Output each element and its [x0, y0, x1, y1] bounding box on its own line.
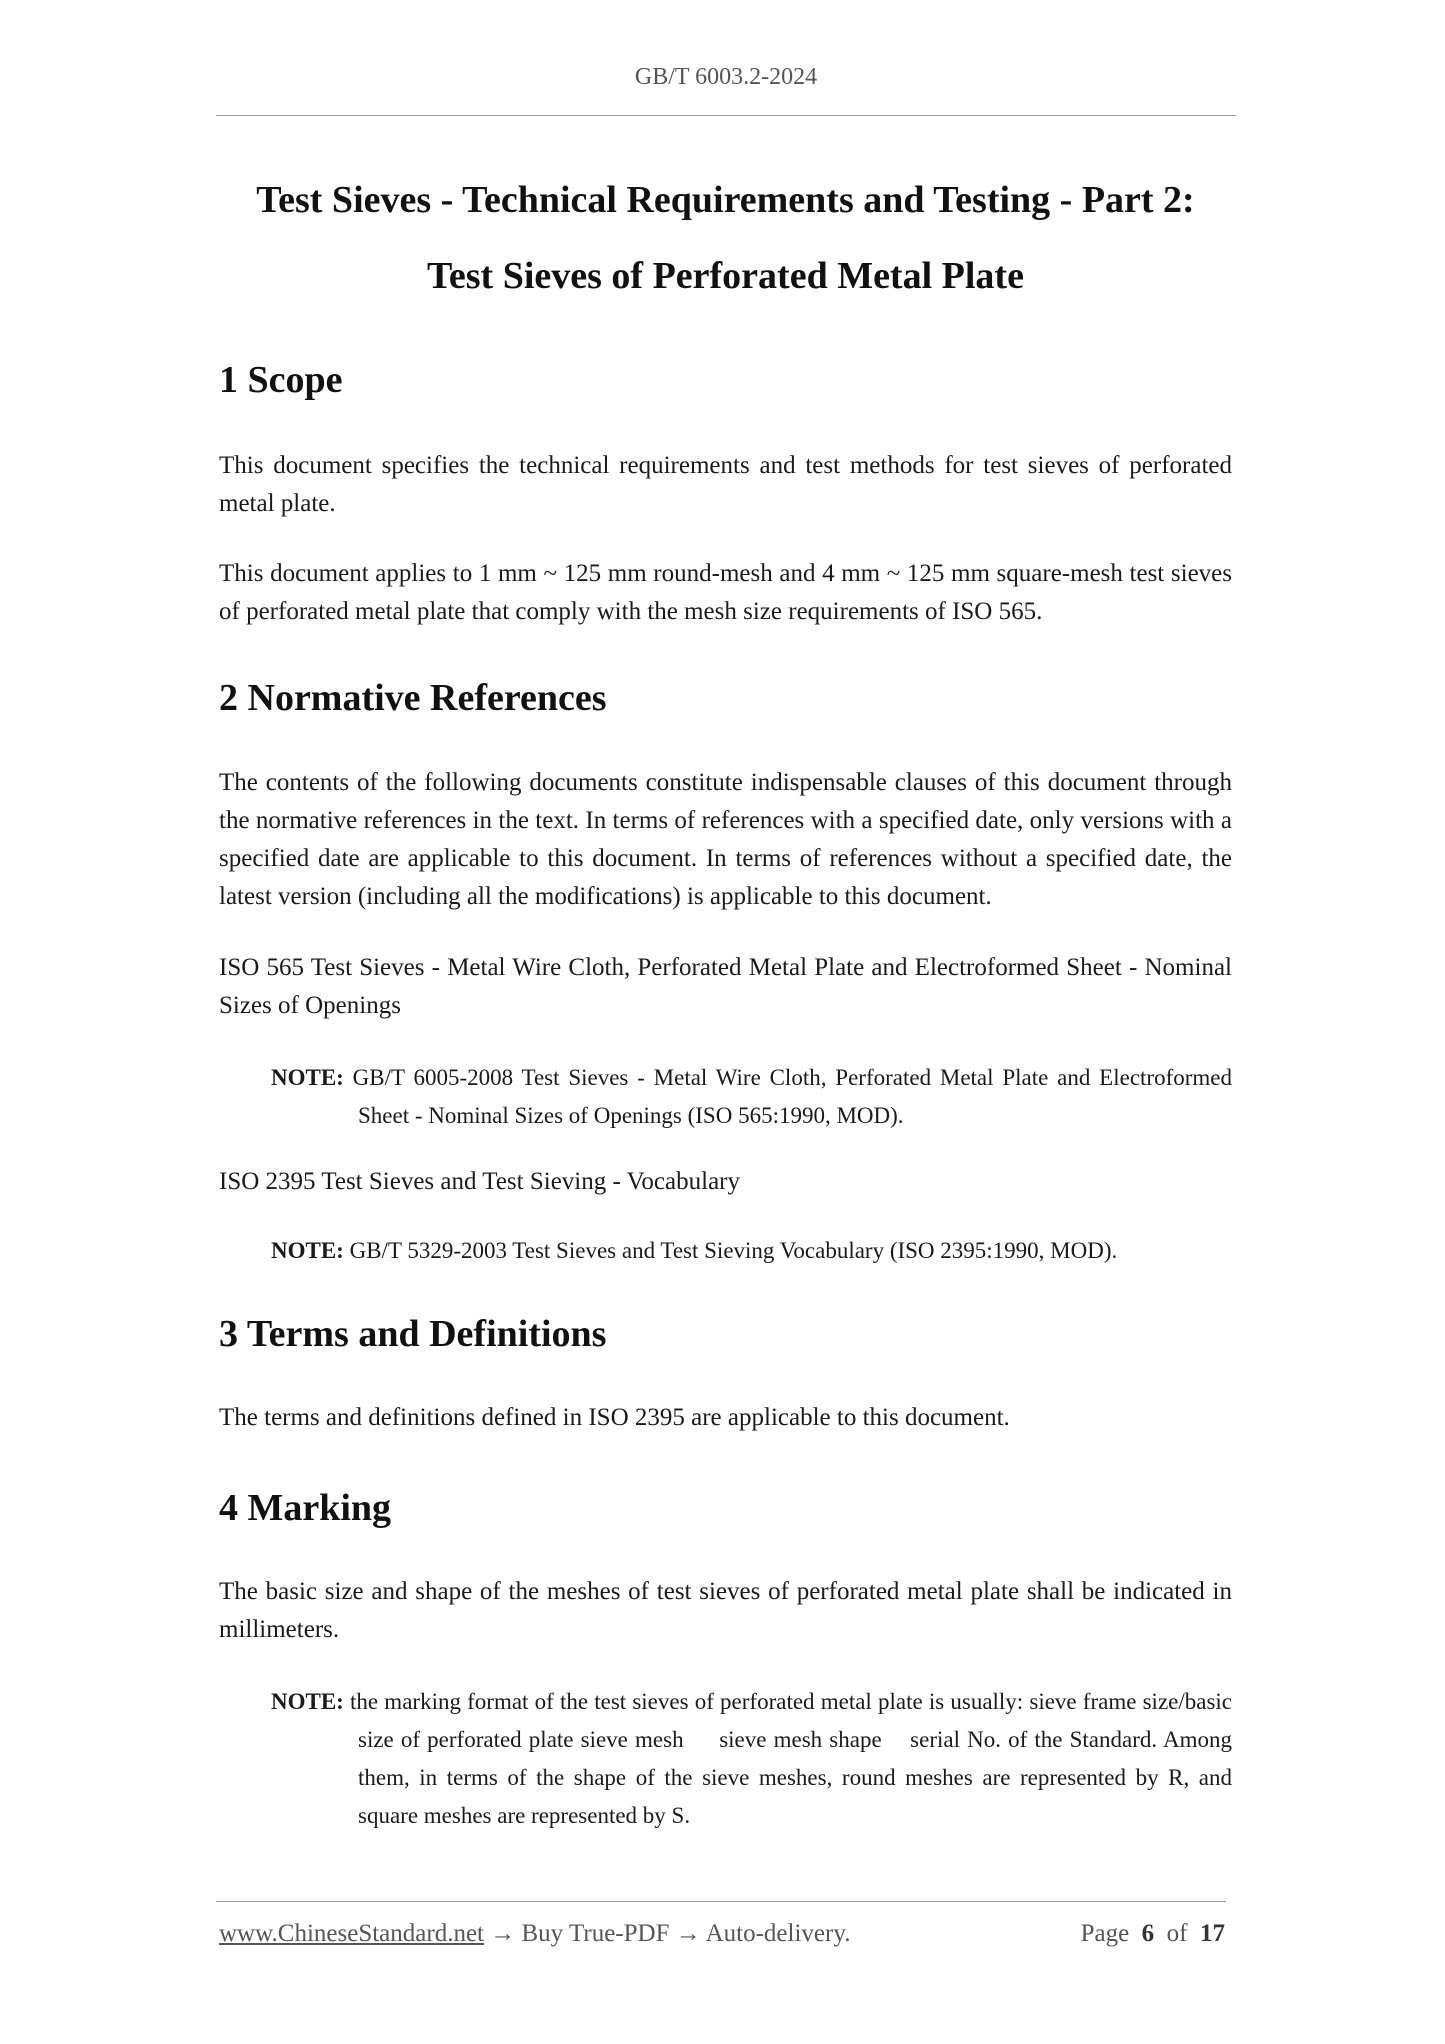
document-title-line-2: Test Sieves of Perforated Metal Plate [427, 255, 1024, 297]
note-label: NOTE: [271, 1689, 344, 1714]
header-divider [216, 115, 1236, 116]
section-heading-scope: 1 Scope [219, 359, 343, 401]
terms-paragraph-1: The terms and definitions defined in ISO 2395 are applicable to this document. [219, 1404, 1010, 1431]
website-link[interactable]: www.ChineseStandard.net [219, 1920, 484, 1947]
reference-iso-565: ISO 565 Test Sieves - Metal Wire Cloth, Perforated Metal Plate and Electroformed Sheet - Nominal Sizes of Openings [219, 954, 1232, 1019]
note-text: GB/T 6005-2008 Test Sieves - Metal Wire Cloth, Perforated Metal Plate and Electroformed Sheet - Nominal Sizes of Openings (ISO 565:1990, MOD). [352, 1065, 1233, 1128]
note-label: NOTE: [271, 1065, 344, 1090]
page-number [1060, 1920, 1225, 1948]
section-heading-marking: 4 Marking [219, 1487, 392, 1529]
document-title-line-1: Test Sieves - Technical Requirements and Testing - Part 2: [256, 179, 1195, 221]
footer-divider [216, 1901, 1226, 1902]
note-gbt-6005 [271, 1059, 1232, 1135]
note-text: the marking format of the test sieves of perforated metal plate is usually: sieve frame size/basic size of perforated plate sieve mesh sieve mesh shape serial No. of the Standard. Among them, in terms of the shape of the sieve meshes, round meshes are represented by R, and square meshes are represented by S. [350, 1689, 1233, 1828]
section-heading-terms-definitions: 3 Terms and Definitions [219, 1313, 607, 1355]
scope-paragraph-2: This document applies to 1 mm ~ 125 mm round-mesh and 4 mm ~ 125 mm square-mesh test sieves of perforated metal plate that comply with the mesh size requirements of ISO 565. [219, 560, 1232, 625]
marking-paragraph-1: The basic size and shape of the meshes of test sieves of perforated metal plate shall be indicated in millimeters. [219, 1578, 1232, 1643]
note-marking-format [271, 1683, 1232, 1835]
normative-paragraph-1: The contents of the following documents constitute indispensable clauses of this document through the normative references in the text. In terms of references with a specified date, only versions with a specified date are applicable to this document. In terms of references without a specified date, the latest version (including all the modifications) is applicable to this document. [219, 769, 1232, 910]
reference-iso-2395: ISO 2395 Test Sieves and Test Sieving - Vocabulary [219, 1168, 740, 1195]
page-total: 17 [1200, 1920, 1225, 1947]
standard-code-header: GB/T 6003.2-2024 [634, 64, 818, 90]
section-heading-normative-references: 2 Normative References [219, 677, 607, 719]
note-gbt-5329 [271, 1232, 1232, 1270]
page-label: Page [1080, 1920, 1130, 1947]
scope-paragraph-1: This document specifies the technical requirements and test methods for test sieves of perforated metal plate. [219, 452, 1232, 517]
note-text: GB/T 5329-2003 Test Sieves and Test Sieving Vocabulary (ISO 2395:1990, MOD). [349, 1238, 1118, 1263]
footer-promo-text: → Buy True-PDF → Auto-delivery. [484, 1920, 851, 1947]
page-of: of [1166, 1920, 1188, 1947]
note-label: NOTE: [271, 1238, 344, 1263]
footer-promo [219, 1920, 850, 1948]
page-current: 6 [1141, 1920, 1155, 1947]
